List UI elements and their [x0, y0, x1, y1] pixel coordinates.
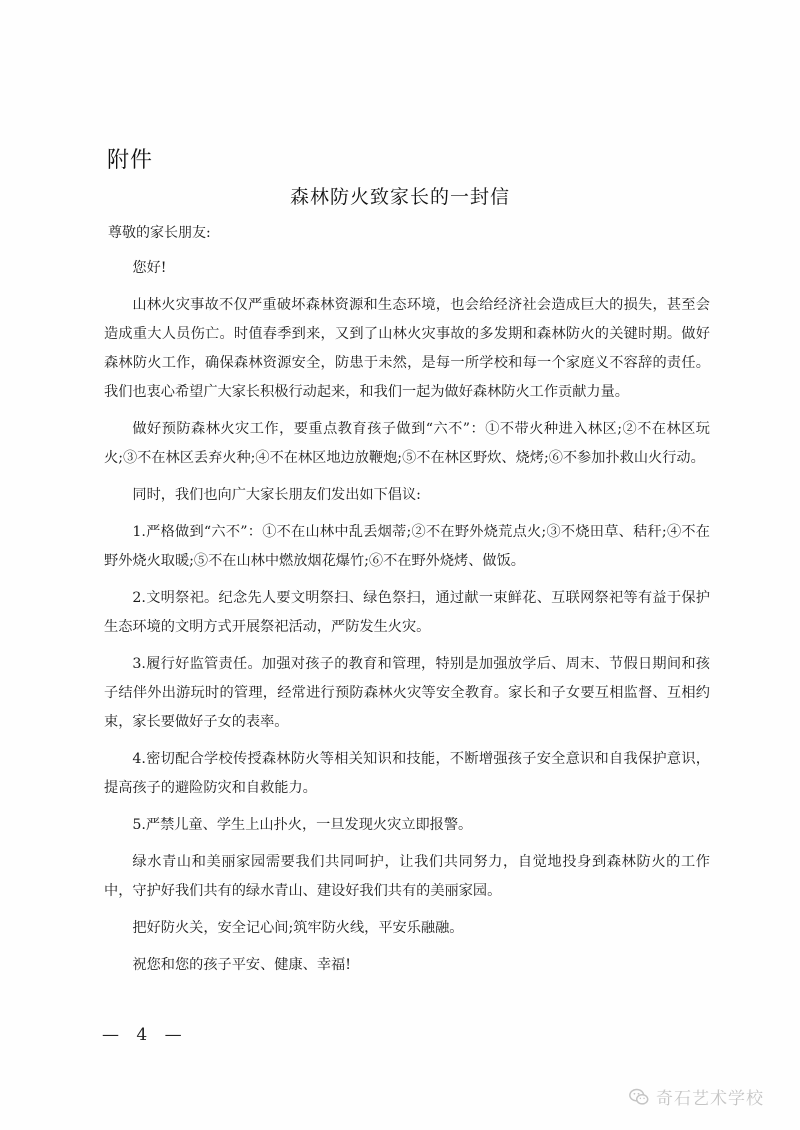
paragraph-item-1: 1.严格做到“六不”：①不在山林中乱丢烟蒂;②不在野外烧荒点火;③不烧田草、秸秆;④不在野外烧火取暖;⑤不在山林中燃放烟花爆竹;⑥不在野外烧烤、做饭。	[104, 524, 710, 569]
paragraph-closing: 绿水青山和美丽家园需要我们共同呵护，让我们共同努力，自觉地投身到森林防火的工作中，守护好我们共有的绿水青山、建设好我们共有的美丽家园。	[104, 854, 710, 899]
letter-title: 森林防火致家长的一封信	[289, 186, 510, 208]
salutation: 尊敬的家长朋友:	[108, 225, 211, 241]
paragraph-wishes: 祝您和您的孩子平安、健康、幸福!	[132, 957, 351, 973]
letter-body	[104, 254, 710, 988]
wechat-icon	[628, 1086, 650, 1108]
attachment-label: 附件	[107, 148, 154, 173]
watermark-text: 奇石艺术学校	[656, 1089, 764, 1109]
paragraph-six-nots: 做好预防森林火灾工作，要重点教育孩子做到“六不”：①不带火种进入林区;②不在林区玩火;③不在林区丢弃火种;④不在林区地边放鞭炮;⑤不在林区野炊、烧烤;⑥不参加扑救山火行动。	[104, 421, 710, 466]
watermark	[628, 1084, 764, 1109]
paragraph-intro: 山林火灾事故不仅严重破坏森林资源和生态环境，也会给经济社会造成巨大的损失，甚至会造成重大人员伤亡。时值春季到来，又到了山林火灾事故的多发期和森林防火的关键时期。做好森林防火工作，确保森林资源安全，防患于未然，是每一所学校和每一个家庭义不容辞的责任。我们也衷心希望广大家长积极行动起来，和我们一起为做好森林防火工作贡献力量。	[104, 297, 710, 400]
page-number: — 4 —	[102, 1025, 188, 1045]
paragraph-item-4: 4.密切配合学校传授森林防火等相关知识和技能，不断增强孩子安全意识和自我保护意识，提高孩子的避险防灾和自救能力。	[104, 751, 710, 796]
paragraph-item-3: 3.履行好监管责任。加强对孩子的教育和管理，特别是加强放学后、周末、节假日期间和孩子结伴外出游玩时的管理，经常进行预防森林火灾等安全教育。家长和子女要互相监督、互相约束，家长要做好子女的表率。	[104, 656, 710, 730]
paragraph-item-5: 5.严禁儿童、学生上山扑火，一旦发现火灾立即报警。	[132, 817, 473, 833]
paragraph-slogan: 把好防火关，安全记心间;筑牢防火线，平安乐融融。	[132, 920, 464, 936]
paragraph-proposal-intro: 同时，我们也向广大家长朋友们发出如下倡议:	[132, 487, 421, 503]
paragraph-item-2: 2.文明祭祀。纪念先人要文明祭扫、绿色祭扫，通过献一束鲜花、互联网祭祀等有益于保护生态环境的文明方式开展祭祀活动，严防发生火灾。	[104, 590, 710, 635]
paragraph-greeting: 您好!	[132, 260, 167, 276]
